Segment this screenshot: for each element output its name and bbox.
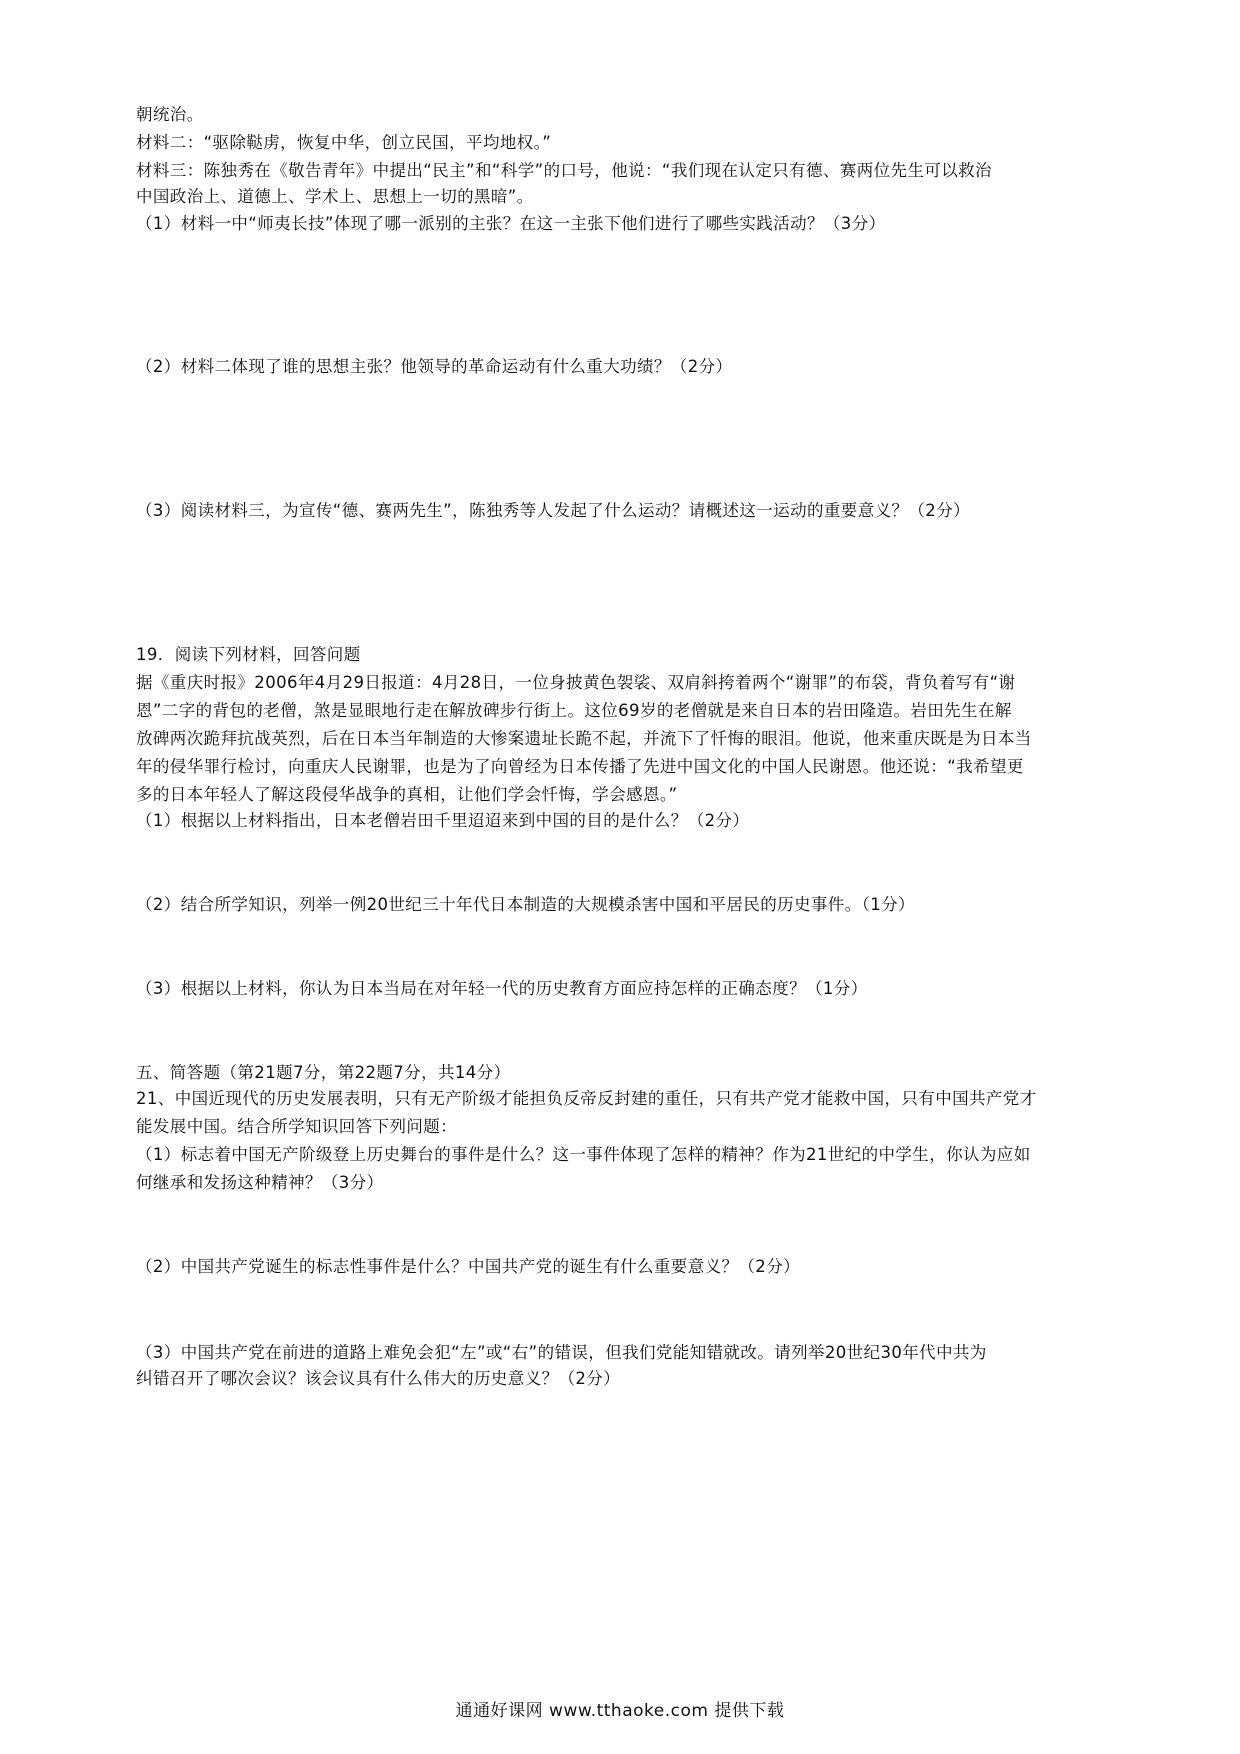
- q19-sub-1: （1）根据以上材料指出，日本老僧岩田千里迢迢来到中国的目的是什么？（2分）: [136, 811, 750, 830]
- footer-watermark: 通通好课网 www.tthaoke.com 提供下载: [455, 1701, 785, 1721]
- material-line: 朝统治。: [136, 105, 204, 124]
- q18-sub-1: （1）材料一中“师夷长技”体现了哪一派别的主张？在这一主张下他们进行了哪些实践活动？（3分）: [136, 214, 886, 233]
- q19-sub-3: （3）根据以上材料，你认为日本当局在对年轻一代的历史教育方面应持怎样的正确态度？（1分）: [136, 979, 868, 998]
- q19-title: 19．阅读下列材料，回答问题: [136, 645, 361, 664]
- q19-sub-2: （2）结合所学知识，列举一例20世纪三十年代日本制造的大规模杀害中国和平居民的历史事件。（1分）: [136, 895, 915, 914]
- q21-sub-1-cont: 何继承和发扬这种精神？（3分）: [136, 1173, 384, 1192]
- section-5-heading: 五、简答题（第21题7分，第22题7分，共14分）: [136, 1063, 511, 1082]
- q18-sub-3: （3）阅读材料三，为宣传“德、赛两先生”，陈独秀等人发起了什么运动？请概述这一运动的重要意义？（2分）: [136, 501, 970, 520]
- material-3: 材料三：陈独秀在《敬告青年》中提出“民主”和“科学”的口号，他说：“我们现在认定只有德、赛两位先生可以救治: [136, 161, 992, 180]
- q19-passage-line: 放碑两次跪拜抗战英烈，后在日本当年制造的大惨案遗址长跪不起，并流下了忏悔的眼泪。他说，他来重庆既是为日本当: [136, 729, 1032, 748]
- q18-sub-2: （2）材料二体现了谁的思想主张？他领导的革命运动有什么重大功绩？（2分）: [136, 357, 733, 376]
- q19-passage-line: 年的侵华罪行检讨，向重庆人民谢罪，也是为了向曾经为日本传播了先进中国文化的中国人民谢恩。他还说：“我希望更: [136, 757, 1024, 776]
- q19-passage-line: 多的日本年轻人了解这段侵华战争的真相，让他们学会忏悔，学会感恩。”: [136, 785, 678, 804]
- material-2: 材料二：“驱除鞑虏，恢复中华，创立民国，平均地权。”: [136, 133, 552, 152]
- q21-sub-2: （2）中国共产党诞生的标志性事件是什么？中国共产党的诞生有什么重要意义？（2分）: [136, 1257, 800, 1276]
- q19-passage-line: 恩”二字的背包的老僧，煞是显眼地行走在解放碑步行街上。这位69岁的老僧就是来自日本的岩田隆造。岩田先生在解: [136, 701, 1012, 720]
- material-3-cont: 中国政治上、道德上、学术上、思想上一切的黑暗”。: [136, 187, 534, 206]
- q21-sub-3-cont: 纠错召开了哪次会议？该会议具有什么伟大的历史意义？（2分）: [136, 1369, 621, 1388]
- q21-intro-line: 能发展中国。结合所学知识回答下列问题：: [136, 1117, 458, 1136]
- q21-sub-1: （1）标志着中国无产阶级登上历史舞台的事件是什么？这一事件体现了怎样的精神？作为21世纪的中学生，你认为应如: [136, 1145, 1031, 1164]
- q19-passage-line: 据《重庆时报》2006年4月29日报道：4月28日，一位身披黄色袈裟、双肩斜挎着两个“谢罪”的布袋，背负着写有“谢: [136, 673, 1016, 692]
- q21-sub-3: （3）中国共产党在前进的道路上难免会犯“左”或“右”的错误，但我们党能知错就改。请列举20世纪30年代中共为: [136, 1343, 987, 1362]
- q21-intro-line: 21、中国近现代的历史发展表明，只有无产阶级才能担负反帝反封建的重任，只有共产党才能救中国，只有中国共产党才: [136, 1089, 1037, 1108]
